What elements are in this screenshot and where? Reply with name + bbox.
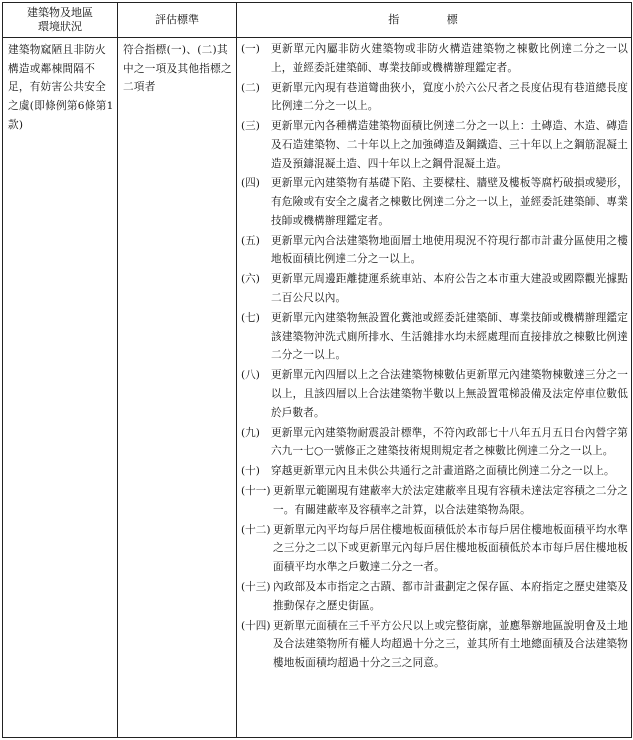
condition-text: 建築物窳陋且非防火構造或鄰棟間隔不足，有妨害公共安全之虞(即條例第6條第1款) (8, 44, 114, 131)
indicator-text: 更新單元周邊距離捷運系統車站、本府公告之本市重大建設或國際觀光據點二百公尺以內。 (271, 273, 628, 305)
indicator-list (241, 40, 628, 673)
indicator-number: (十) (241, 465, 260, 478)
indicator-item (241, 40, 628, 77)
indicator-item (241, 521, 628, 577)
table-body-row (3, 38, 632, 738)
indicator-text: 更新單元內合法建築物地面層土地使用現況不符現行都市計畫分區使用之樓地板面積比例達二分之一以上。 (271, 234, 628, 266)
indicator-number: (四) (241, 177, 260, 190)
header-standard (118, 3, 237, 38)
header-indicators-label: 指 標 (388, 13, 480, 26)
indicator-item (241, 79, 628, 116)
indicator-item (241, 117, 628, 173)
indicator-item (241, 232, 628, 269)
indicator-item (241, 366, 628, 422)
indicator-text: 更新單元範圍現有建蔽率大於法定建蔽率且現有容積未達法定容積之二分之一。有關建蔽率及容積率之計算，以合法建築物為限。 (273, 485, 628, 516)
condition-cell (3, 38, 118, 738)
indicator-number: (三) (241, 120, 260, 133)
header-condition-line1: 建築物及地區 (27, 6, 93, 19)
indicator-text: 更新單元內各種構造建築物面積比例達二分之一以上：土磚造、木造、磚造及石造建築物、二十年以上之加強磚造及鋼鐵造、三十年以上之鋼筋混凝土造及預鑄混凝土造、四十年以上之鋼骨混凝土造。 (271, 120, 628, 170)
indicator-number: (十三) (241, 580, 271, 593)
indicator-item (241, 578, 628, 615)
indicator-number: (十四) (241, 619, 271, 632)
standard-cell (118, 38, 237, 738)
indicator-item (241, 270, 628, 307)
indicator-item (241, 617, 628, 673)
header-standard-label: 評估標準 (155, 13, 199, 26)
evaluation-table (2, 2, 632, 738)
indicator-number: (九) (241, 426, 260, 439)
header-condition (3, 3, 118, 38)
indicator-text: 更新單元內四層以上之合法建築物棟數佔更新單元內建築物棟數達三分之一以上，且該四層以上合法建築物半數以上無設置電梯設備及法定停車位數低於戶數者。 (271, 369, 628, 419)
indicator-text: 更新單元內建築物有基礎下陷、主要樑柱、牆壁及樓板等腐朽破損或變形，有危險或有安全之虞者之棟數比例達二分之一以上，並經委託建築師、專業技師或機構辦理鑑定者。 (271, 177, 628, 227)
indicator-text: 穿越更新單元內且未供公共通行之計畫道路之面積比例達二分之一以上。 (271, 465, 615, 478)
indicator-item (241, 424, 628, 461)
indicator-text: 更新單元內建築物耐震設計標準，不符內政部七十八年五月五日台內營字第六九一七○一號修正之建築技術規則規定者之棟數比例達二分之一以上。 (271, 426, 628, 458)
indicator-number: (十一) (241, 485, 271, 498)
indicator-item (241, 174, 628, 230)
header-condition-line2: 環境狀況 (38, 20, 82, 33)
indicator-number: (二) (241, 81, 260, 94)
indicator-number: (六) (241, 273, 260, 286)
indicator-text: 更新單元面積在三千平方公尺以上或完整街廓，並應舉辦地區說明會及土地及合法建築物所有權人均超過十分之三，並其所有土地總面積及合法建築物樓地板面積均超過十分之三之同意。 (273, 619, 628, 669)
indicator-item (241, 462, 628, 481)
indicator-text: 更新單元內平均每戶居住樓地板面積低於本市每戶居住樓地板面積平均水準之三分之二以下或更新單元內每戶居住樓地板面積低於本市每戶居住樓地板面積平均水準之戶數達二分之一者。 (273, 523, 628, 574)
indicator-number: (八) (241, 369, 260, 382)
indicator-number: (五) (241, 234, 260, 247)
indicator-text: 更新單元內屬非防火建築物或非防火構造建築物之棟數比例達二分之一以上，並經委託建築師、專業技師或機構辦理鑑定者。 (271, 43, 628, 74)
standard-text: 符合指標(一)、(二)其中之一項及其他指標之二項者 (123, 44, 232, 94)
indicator-number: (七) (241, 311, 260, 324)
indicator-text: 內政部及本市指定之古蹟、都市計畫劃定之保存區、本府指定之歷史建築及推動保存之歷史街區。 (273, 580, 628, 612)
indicator-text: 更新單元內建築物無設置化糞池或經委託建築師、專業技師或機構辦理鑑定該建築物沖洗式廁所排水、生活雜排水均未經處理而直接排放之棟數比例達二分之一以上。 (271, 311, 628, 362)
indicator-item (241, 309, 628, 365)
indicator-number: (一) (241, 43, 260, 55)
indicator-number: (十二) (241, 523, 271, 536)
indicator-text: 更新單元內現有巷道彎曲狹小，寬度小於六公尺者之長度佔現有巷道總長度比例達二分之一以上。 (271, 81, 628, 113)
header-indicators (237, 3, 632, 38)
indicator-item (241, 482, 628, 519)
indicators-cell (237, 38, 632, 738)
table-header-row (3, 3, 632, 38)
